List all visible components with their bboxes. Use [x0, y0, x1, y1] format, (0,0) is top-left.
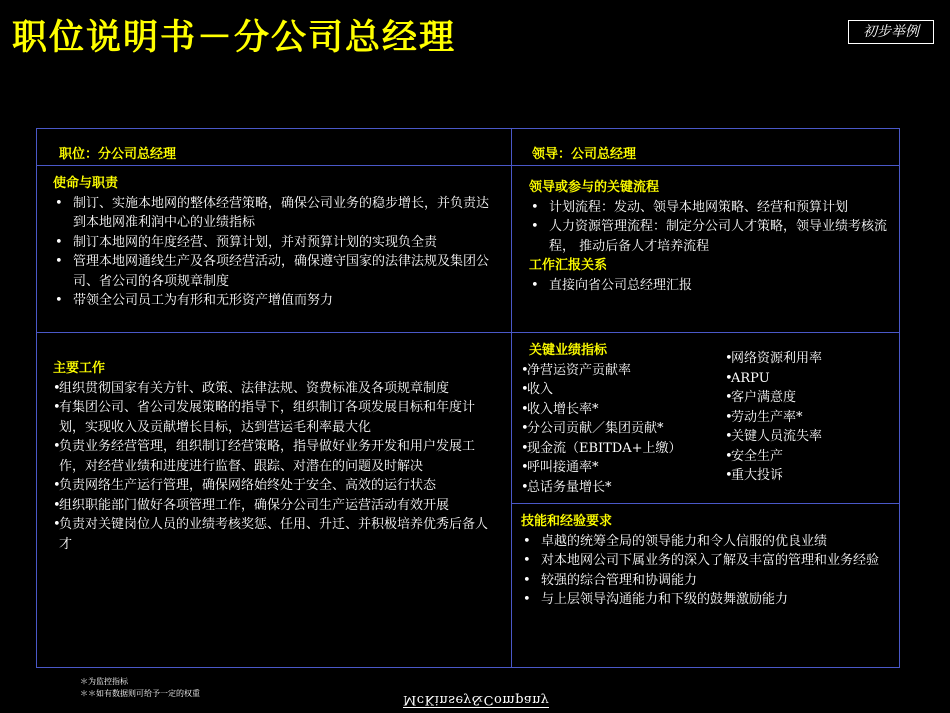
- leader-label: 领导：公司总经理: [532, 147, 637, 162]
- list-item: • 直接向省公司总经理汇报: [529, 276, 903, 296]
- list-item: • 劳动生产率*: [725, 408, 895, 428]
- list-item: • 与上层领导沟通能力和下级的鼓舞激励能力: [521, 590, 895, 610]
- main-work-heading: 主要工作: [53, 361, 106, 376]
- list-item: • 较强的综合管理和协调能力: [521, 571, 895, 591]
- list-item: • 组织职能部门做好各项管理工作，确保分公司生产运营活动有效开展: [53, 496, 493, 516]
- list-item: • 组织贯彻国家有关方针、政策、法律法规、资费标准及各项规章制度: [53, 379, 493, 399]
- skills-heading: 技能和经验要求: [521, 514, 613, 529]
- kpi-left-section: [521, 341, 717, 497]
- kpi-right-section: [725, 349, 895, 486]
- footnote: ＊为监控指标: [80, 677, 128, 686]
- list-item: • 网络资源利用率: [725, 349, 895, 369]
- footnote: ＊＊如有数据则可给予一定的权重: [80, 689, 200, 698]
- list-item: • 现金流（EBITDA+上缴）: [521, 439, 717, 459]
- list-item: • 制订本地网的年度经营、预算计划，并对预算计划的实现负全责: [53, 233, 493, 253]
- report-heading: 工作汇报关系: [529, 258, 608, 273]
- row-divider: [37, 332, 899, 333]
- list-item: • 呼叫接通率*: [521, 458, 717, 478]
- main-work-section: [53, 359, 493, 554]
- list-item: • 对本地网公司下属业务的深入了解及丰富的管理和业务经验: [521, 551, 895, 571]
- processes-heading: 领导或参与的关键流程: [529, 180, 660, 195]
- list-item: • 收入增长率*: [521, 400, 717, 420]
- list-item: • ARPU: [725, 369, 895, 389]
- list-item: • 有集团公司、省公司发展策略的指导下，组织制订各项发展目标和年度计划，实现收入及贡献增长目标，达到营运毛利率最大化: [53, 398, 493, 437]
- skills-section: [521, 512, 895, 610]
- list-item: • 总话务量增长*: [521, 478, 717, 498]
- page-title: 职位说明书－分公司总经理: [12, 18, 457, 58]
- list-item: • 负责业务经营管理，组织制订经营策略，指导做好业务开发和用户发展工作，对经营业绩和进度进行监督、跟踪、对潜在的问题及时解决: [53, 437, 493, 476]
- list-item: • 带领全公司员工为有形和无形资产增值而努力: [53, 291, 493, 311]
- list-item: • 净营运资产贡献率: [521, 361, 717, 381]
- job-description-table: [36, 128, 900, 668]
- list-item: • 重大投诉: [725, 466, 895, 486]
- header-divider: [37, 165, 899, 166]
- mission-section: [53, 174, 493, 311]
- list-item: • 客户满意度: [725, 388, 895, 408]
- list-item: • 卓越的统筹全局的领导能力和令人信服的优良业绩: [521, 532, 895, 552]
- mission-heading: 使命与职责: [53, 176, 119, 191]
- position-label: 职位：分公司总经理: [59, 147, 177, 162]
- kpi-heading: 关键业绩指标: [529, 343, 608, 358]
- company-logo: McKinsey&Company: [403, 692, 550, 707]
- list-item: • 人力资源管理流程：制定分公司人才策略，领导业绩考核流程， 推动后备人才培养流程: [529, 217, 903, 256]
- list-item: • 管理本地网通线生产及各项经营活动，确保遵守国家的法律法规及集团公司、省公司的各项规章制度: [53, 252, 493, 291]
- list-item: • 负责网络生产运行管理，确保网络始终处于安全、高效的运行状态: [53, 476, 493, 496]
- draft-badge: 初步举例: [848, 20, 934, 44]
- list-item: • 关键人员流失率: [725, 427, 895, 447]
- list-item: • 负责对关键岗位人员的业绩考核奖惩、任用、升迁、并积极培养优秀后备人才: [53, 515, 493, 554]
- kpi-divider: [511, 503, 899, 504]
- list-item: • 安全生产: [725, 447, 895, 467]
- footnotes: [80, 676, 200, 700]
- list-item: • 分公司贡献／集团贡献*: [521, 419, 717, 439]
- column-divider: [511, 129, 512, 667]
- processes-section: [529, 178, 903, 295]
- list-item: • 收入: [521, 380, 717, 400]
- list-item: • 计划流程：发动、领导本地网策略、经营和预算计划: [529, 198, 903, 218]
- list-item: • 制订、实施本地网的整体经营策略，确保公司业务的稳步增长，并负责达到本地网准利润中心的业绩指标: [53, 194, 493, 233]
